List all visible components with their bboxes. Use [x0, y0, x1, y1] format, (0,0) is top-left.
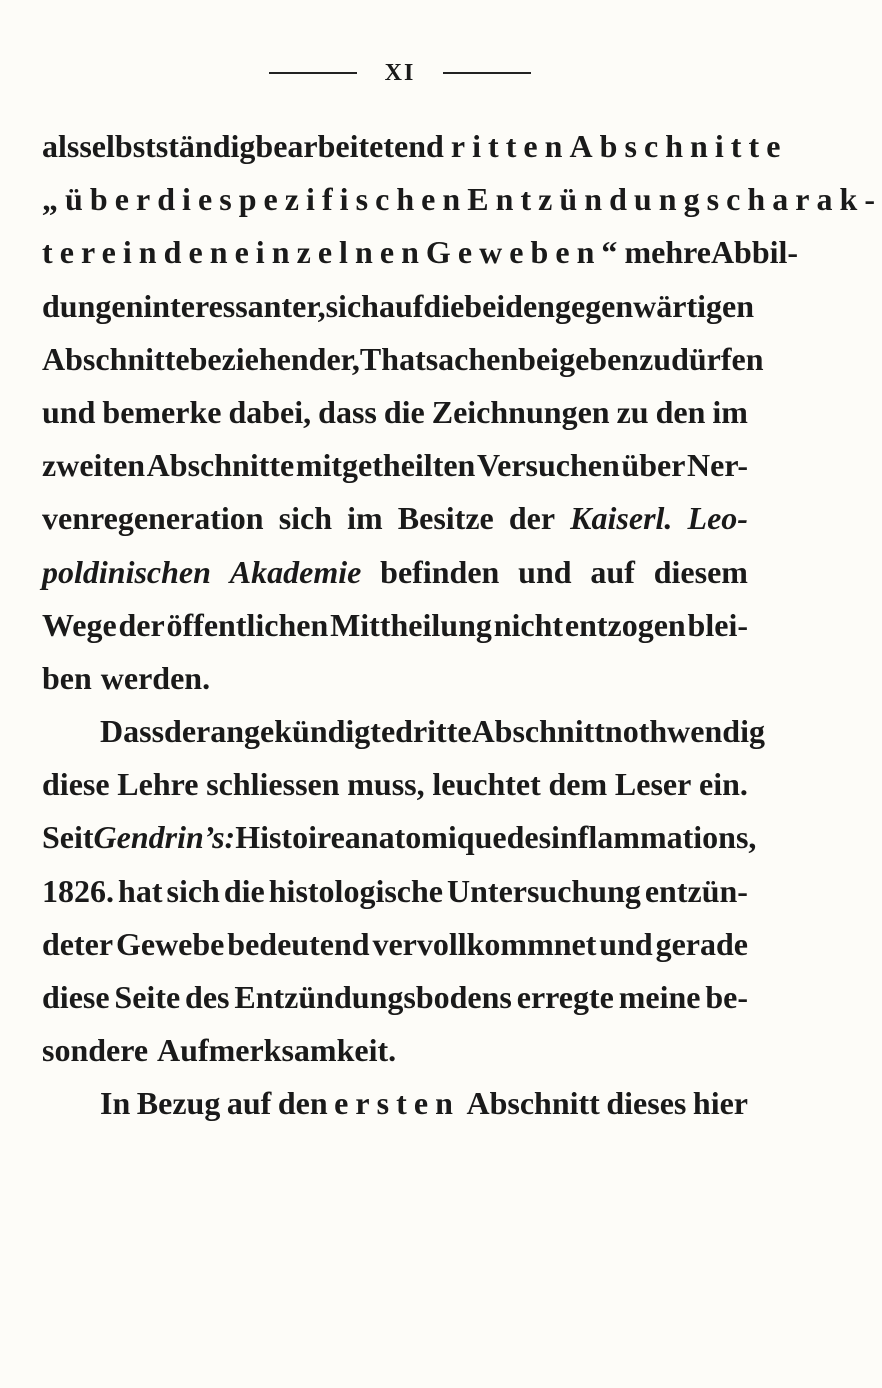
word: mehre [624, 234, 711, 271]
text-line [42, 705, 765, 758]
word: 1826. [42, 872, 114, 909]
page-header [0, 58, 800, 88]
word: Leser [614, 766, 692, 803]
word: nothwendig [604, 713, 765, 750]
word: Besitze [397, 500, 494, 537]
word: Bezug [136, 1085, 221, 1122]
word: der [164, 713, 211, 750]
word: und [42, 393, 96, 430]
word: befinden [380, 553, 500, 590]
word: Thatsachen [359, 340, 519, 377]
word: meine [618, 979, 701, 1015]
word-spaced: in [122, 234, 164, 271]
word: Abschnitt [466, 1085, 600, 1122]
word-spaced: Entzündungscharak- [467, 181, 882, 218]
word: dürfen [671, 340, 764, 377]
word: beiden [464, 287, 555, 324]
header-rule-left [269, 72, 357, 74]
word: mitgetheilten [295, 447, 476, 484]
word: blei- [687, 606, 748, 643]
word-spaced: dritten [426, 128, 570, 164]
word: leuchtet [432, 766, 541, 803]
text-line [42, 865, 748, 918]
word: dungen [42, 287, 144, 324]
word: Abschnitte [146, 447, 295, 484]
word: Wege [42, 606, 117, 643]
word-spaced: einzelnen [234, 234, 426, 271]
word: Untersuchung [447, 872, 641, 909]
word: Versuchen [476, 447, 620, 484]
word: hier [692, 1085, 748, 1122]
word: dritte [395, 713, 472, 750]
text-line [42, 599, 748, 652]
word-spaced: „über [42, 181, 158, 218]
word: im [712, 393, 748, 430]
word-spaced: spezifischen [219, 181, 468, 218]
word: Histoire [235, 819, 345, 856]
word-spaced: Abschnitte [569, 128, 788, 164]
word: und [599, 925, 653, 962]
word: ein. [699, 766, 748, 803]
text-line [42, 1077, 748, 1130]
word: werden. [100, 659, 211, 696]
word: vervollkommnet [372, 925, 597, 962]
word: hat [118, 872, 163, 909]
word: venregeneration [42, 500, 264, 537]
word: sich [325, 287, 379, 324]
word: interessanter, [143, 287, 326, 324]
word: dem [548, 766, 608, 803]
word: die [423, 287, 465, 324]
word: Gewebe [115, 925, 225, 962]
word: Aufmerksamkeit. [157, 1032, 397, 1069]
word: bedeutend [227, 925, 370, 962]
word: selbstständig [79, 128, 256, 164]
word: über [621, 447, 686, 484]
text-line [42, 439, 748, 492]
text-line [42, 546, 748, 599]
word-italic: Leo- [687, 500, 748, 537]
word: nicht [493, 606, 564, 643]
word: diese [42, 766, 110, 803]
word: Entzündungsbodens [234, 979, 512, 1015]
word: Mittheilung [330, 606, 492, 643]
text-line [42, 386, 748, 439]
word: anatomique [344, 819, 507, 856]
word: deter [42, 925, 114, 962]
word-spaced: tere [42, 234, 123, 271]
text-line [42, 226, 799, 279]
word: Abschnitt [471, 713, 605, 750]
text-line [42, 280, 755, 333]
text-line [42, 333, 764, 386]
word: gerade [655, 925, 748, 962]
word: zweiten [42, 447, 146, 484]
word: inflammations, [551, 819, 757, 856]
text-line [42, 758, 748, 811]
word: erregte [516, 979, 614, 1015]
word: Abbil- [710, 234, 799, 271]
word: bearbeiteten [255, 128, 426, 164]
word: be- [705, 979, 748, 1015]
word: sich [166, 872, 220, 909]
word: sich [278, 500, 333, 537]
page-number: XI [384, 59, 416, 86]
word-italic: Kaiserl. [570, 500, 673, 537]
word: Ner- [687, 447, 748, 484]
word: schliessen [206, 766, 340, 803]
word: diese [42, 979, 110, 1015]
word-italic: poldinischen [42, 553, 211, 590]
header-rule-right [443, 72, 531, 74]
word: den [277, 1085, 328, 1122]
word-italic: Akademie [229, 553, 362, 590]
word: In [100, 1085, 131, 1122]
word-spaced: die [157, 181, 220, 218]
word: beigeben [518, 340, 640, 377]
word: dabei, [228, 393, 312, 430]
word: muss, [347, 766, 425, 803]
word: bemerke [102, 393, 222, 430]
word: und [518, 553, 572, 590]
word: als [42, 128, 80, 164]
word: Seit [42, 819, 94, 856]
word: histologische [268, 872, 443, 909]
word: Dass [100, 713, 165, 750]
word: angekündigte [210, 713, 396, 750]
text-line [42, 971, 748, 1024]
word: gegenwärtigen [554, 287, 755, 324]
text-line [42, 492, 748, 545]
word: Abschnitte [42, 340, 190, 377]
word: entzogen [564, 606, 686, 643]
word: sondere [42, 1032, 149, 1069]
word: des [185, 979, 230, 1015]
word: der [118, 606, 165, 643]
text-line [42, 1024, 748, 1077]
word: Seite [114, 979, 181, 1015]
text-line [42, 120, 788, 173]
word-spaced: Geweben“ [425, 234, 625, 271]
word: zu [639, 340, 672, 377]
text-line [42, 173, 882, 226]
word: die [223, 872, 265, 909]
word-spaced: den [163, 234, 235, 271]
word: der [508, 500, 556, 537]
word: dass [318, 393, 377, 430]
text-line [42, 652, 748, 705]
word: im [347, 500, 383, 537]
word: diesem [653, 553, 748, 590]
word: auf [378, 287, 424, 324]
word: entzün- [644, 872, 748, 909]
body-text [42, 120, 882, 1131]
word: auf [590, 553, 635, 590]
word: zu [616, 393, 649, 430]
word-spaced: ersten [334, 1085, 460, 1122]
word: auf [226, 1085, 272, 1122]
word: des [506, 819, 552, 856]
word: ben [42, 659, 92, 696]
word: den [655, 393, 706, 430]
word: die [383, 393, 425, 430]
word: öffentlichen [166, 606, 329, 643]
text-line [42, 918, 748, 971]
word: dieses [606, 1085, 687, 1122]
word-italic: Gendrin’s: [93, 819, 236, 856]
word: beziehender, [189, 340, 360, 377]
word: Lehre [117, 766, 199, 803]
word: Zeichnungen [431, 393, 610, 430]
text-line [42, 811, 757, 864]
